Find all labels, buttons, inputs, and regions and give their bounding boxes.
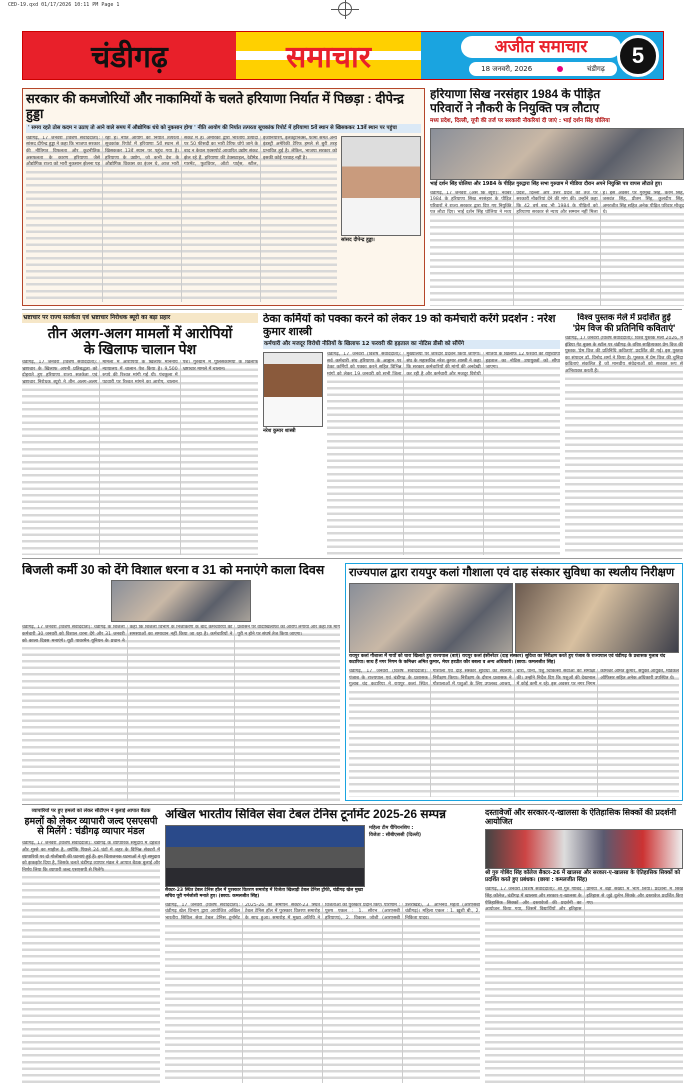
photo-governor-incinerator xyxy=(515,583,679,653)
headline-line: तीन अलग-अलग मामलों में आरोपियों xyxy=(47,325,233,341)
article-body: चंडीगढ़, 17 जनवरी (विशेष संवाददाता): चंडीगढ़ खेल विभाग द्वारा आयोजित अखिल भारतीय सिविल सेवा टेबल टेनिस टूर्नामेंट 2025-26 का समापन सैक्टर-23 स्थित टेबल टेनिस हॉल में पुरस्कार वितरण समारोह के साथ हुआ। समारोह में मुख्य अतिथि ने विजेताओं को पुरस्कार प्रदान किए। परिणाम : पुरुष एकल : 1. सौरभ (आरएसबी हरियाणा), 2. विकास जोशी (आरएसबी उत्तराखंड), 3. अभिनव मेहता (आरएसबी चंडीगढ़)। महिला एकल : 1. ख़ुशी बी., 2. निकिता यादव। xyxy=(165,903,480,1083)
photo-caption: भाई दर्शन सिंह घोलिया और 1984 के पीड़ित गुरुद्वारा सिंह सभा गुरुग्राम में मीडिया दौरान अपने नियुक्ति पत्र वापस लौटाते हुए। xyxy=(430,180,663,187)
photo-deepender-hooda xyxy=(341,136,421,236)
photo-caption: श्री गुरु गोबिंद सिंह कॉलेज सैक्टर-26 में खालसा और सरकार-ए-खालसा के ऐतिहासिक सिक्कों को प्रदर्शित करते हुए प्रबंधक। (छाया : कमलजीत सिंह) xyxy=(485,870,681,884)
results-winner: विजेता : सीबीएससी (दिल्ली) xyxy=(369,832,422,838)
headline: दस्तावेजों और सरकार-ए-खालसा के ऐतिहासिक सिक्कों की प्रदर्शनी आयोजित xyxy=(485,808,677,827)
photo-figure xyxy=(430,128,684,188)
photo-figure xyxy=(263,352,323,555)
article-sikh-1984 xyxy=(430,88,684,306)
dateline xyxy=(469,62,617,76)
article-body: चंडीगढ़, 17 जनवरी (विशेष संवाददाता): चंडीगढ़ के व्यापारिक समुदाय में दहशत और गुस्से का माहौल है, क्योंकि पिछले 24 घंटों में शहर के विभिन्न सेक्टरों में व्यापारियों पर दो गोलीबारी की घटनाएं हुई हैं। इन चिंताजनक घटनाओं ने पूरे समुदाय को झकझोर दिया है, जिसके चलते चंडीगढ़ व्यापार मंडल ने आपात बैठक बुलाई और निर्णय लिया कि व्यापारी जल्द एसएसपी से मिलेंगे। xyxy=(22,841,160,1083)
city: चंडीगढ़ xyxy=(586,65,605,73)
headline: राज्यपाल द्वारा रायपुर कलां गौशाला एवं दाह संस्कार सुविधा का स्थलीय निरीक्षण xyxy=(349,567,675,579)
photo-caption: सांसद दीपेन्द्र हुड्डा। xyxy=(341,236,375,243)
headline-line: हमलों को लेकर व्यापारी जल्द एसएसपी xyxy=(24,815,158,827)
article-body: चंडीगढ़, 17 जनवरी (विशेष संवाददाता): विश्व पुस्तक मेला 2026, में इंडिया गेट बुक्स के स्टॉल पर चंडीगढ़ के वरिष्ठ साहित्यकार प्रेम विज की पुस्तक 'प्रेम विज की प्रतिनिधि कविताएं' प्रदर्शित की गई। इस पुस्तक का संपादन डॉ. विनोद शर्मा ने किया है। पुस्तक में प्रेम विज की चुनिंदा कविताएं संकलित हैं जो मानवीय संवेदनाओं को सशक्त रूप से अभिव्यक्त करती हैं। xyxy=(565,336,683,555)
headline xyxy=(430,88,684,116)
photo-pair xyxy=(349,583,679,653)
article-content xyxy=(26,136,421,302)
headline-line: के खिलाफ चालान पेश xyxy=(83,341,197,358)
article-coins-exhibition xyxy=(485,808,683,1083)
headline-line: परिवारों ने नौकरी के नियुक्ति पत्र लौटाए xyxy=(430,100,600,115)
article-content xyxy=(263,352,560,555)
headline-line: से मिलेंगे : चंडीगढ़ व्यापार मंडल xyxy=(37,826,145,838)
photo-power-workers-group xyxy=(111,580,251,622)
headline-line: विश्व पुस्तक मेले में प्रदर्शित हुई xyxy=(577,313,671,322)
headline: ठेका कर्मियों को पक्का करने को लेकर 19 को कर्मचारी करेंगे प्रदर्शन : नरेश कुमार शास्त्री xyxy=(263,313,556,338)
photo-figure xyxy=(349,583,679,666)
article-hooda xyxy=(22,88,425,306)
article-body: चंडीगढ़, 17 जनवरी (विशेष संवाददाता): भ्रष्टाचार के खिलाफ अपनी प्रतिबद्धता को दोहराते हुए हरियाणा राज्य सतर्कता एवं भ्रष्टाचार निरोधक ब्यूरो ने तीन अलग-अलग मामलों में आरोपियों के खिलाफ माननीय न्यायालय में चालान पेश किया है। 9,500 रुपये की रिश्वत मांगी गई थी। पंचकूला में पटवारी पर रिश्वत मांगने का आरोप, चालान पेश। गुरुग्राम में पुलिसकर्मियों के खिलाफ भ्रष्टाचार मामले में चालान। xyxy=(22,360,258,555)
article-body: चंडीगढ़, 17 जनवरी (विशेष संवाददाता): श्री गुरु गोबिंद सिंह कॉलेज, चंडीगढ़ में खालसा और सरकार-ए-खालसा के ऐतिहासिक सिक्कों और दस्तावेजों की प्रदर्शनी का आयोजन किया गया, जिसमें विद्यार्थियों और इतिहास प्रेमियों ने बड़ी संख्या में भाग लिया। प्रदर्शनी में सिख इतिहास से जुड़े दुर्लभ सिक्के और दस्तावेज प्रदर्शित किए गए। xyxy=(485,887,683,1083)
article-power-workers xyxy=(22,563,340,801)
headline xyxy=(22,817,160,839)
section-title-part1: चंडीगढ़ xyxy=(23,32,236,79)
kicker: भ्रष्टाचार पर राज्य सतर्कता एवं भ्रष्टाचार निरोधक ब्यूरो का बड़ा प्रहार xyxy=(22,313,258,323)
photo-tennis-winners xyxy=(165,825,365,887)
newspaper-name: अजीत समाचार xyxy=(461,36,621,58)
photo-naresh-shastri xyxy=(263,352,323,427)
registration-mark-icon xyxy=(338,2,352,16)
photo-figure xyxy=(341,136,421,302)
photo-protest-group xyxy=(430,128,684,180)
page-number: 5 xyxy=(617,35,659,77)
photo-row xyxy=(165,825,480,900)
article-traders xyxy=(22,808,160,1083)
article-governor-inspection xyxy=(345,563,683,801)
headline xyxy=(565,313,683,333)
photo-caption: नरेश कुमार शास्त्री xyxy=(263,428,296,435)
masthead xyxy=(22,31,664,80)
article-body: चंडीगढ़, 17 जनवरी (विशेष संवाददाता): चंडीगढ़ के बिजली कर्मचारी 30 जनवरी को विशाल धरना देंगे और 31 जनवरी को काला दिवस मनाएंगे। यूटी पावरमैन यूनियन के प्रधान ने कहा कि बिजली विभाग के निजीकरण के बाद कर्मचारियों की समस्याओं का समाधान नहीं किया जा रहा है। कर्मचारियों ने प्रशासन पर वादाखिलाफी का आरोप लगाया और कहा कि मांगें पूरी न होने पर संघर्ष तेज किया जाएगा। xyxy=(22,625,340,801)
article-book-fair xyxy=(565,313,683,555)
results-title: महिला टीम चैंपियनशिप : xyxy=(369,825,414,831)
kicker: व्यापारियों पर हुए हमलों को लेकर सीटीएम ने बुलाई आपात बैठक xyxy=(31,808,151,814)
subheadline: ' समय रहते ठोस कदम न उठाए तो आने वाले समय में औद्योगिक धंधे को नुकसान होगा ' नीति आयोग की निर्यात तत्परता सूचकांक रिपोर्ट में हरियाणा 5वें स्थान से खिसककर 13वें स्थान पर पहुंचा xyxy=(26,124,421,133)
divider xyxy=(22,309,682,310)
headline-line: हरियाणा सिख नरसंहार 1984 के पीड़ित xyxy=(430,88,601,101)
masthead-brand xyxy=(421,32,663,79)
photo-coins-exhibition xyxy=(485,829,683,869)
dot-icon xyxy=(557,66,563,72)
file-info: CED-19.qxd 01/17/2026 10:11 PM Page 1 xyxy=(8,2,120,8)
article-contract-workers xyxy=(263,313,560,555)
headline: अखिल भारतीय सिविल सेवा टेबल टेनिस टूर्नामेंट 2025-26 सम्पन्न xyxy=(165,808,446,821)
headline-line: 'प्रेम विज की प्रतिनिधि कविताएं' xyxy=(572,322,676,333)
photo-caption: रायपुर कलां गौशाला में गायों को चारा खिलाते हुए राज्यपाल (बाएं) रायपुर कलां इंसीनरेटर (दाह संस्कार) सुविधा का निरीक्षण करते हुए पंजाब के राज्यपाल एवं चंडीगढ़ के प्रशासक गुलाब चंद कटारिया। साथ हैं नगर निगम के कमिश्नर अमित कुमार, मेयर हरप्रीत कौर बबला व अन्य अधिकारी। (छाया: कमलजीत सिंह) xyxy=(349,654,666,666)
article-body: चंडीगढ़, 17 जनवरी (विशेष संवाददाता): सांसद दीपेन्द्र हुड्डा ने कहा कि भाजपा सरकार की नीतिगत विफलता और कूटनीतिक असफलता के कारण हरियाणा जैसे औद्योगिक राज्य को भारी नुकसान झेलना पड़ रहा है। नीति आयोग की निर्यात तत्परता सूचकांक रिपोर्ट में हरियाणा 5वें स्थान से खिसककर 13वें स्थान पर पहुंच गया है। हरियाणा के उद्योग, जो कभी देश के औद्योगिक विकास का इंजन थे, आज भारी संकट में हैं। अमेरिका द्वारा भारतीय उत्पादों पर 50 फीसदी का भारी टैरिफ थोपे जाने के बाद न केवल एक्सपोर्ट आधारित उद्योग संकट झेल रहे हैं, हरियाणा की टेक्सटाइल, रेडीमेड गारमेंट, फुटवियर, ऑटो पार्ट्स, स्टील, इंजीनियरिंग, इलेक्ट्रॉनिक्स, फार्मा समेत अन्य इंडस्ट्री अमेरिकी टैरिफ हमले से बुरी तरह प्रभावित हुई है। लेकिन, भाजपा सरकार को इसकी कोई परवाह नहीं है। xyxy=(26,136,337,302)
photo-caption: सैक्टर-23 स्थित टेबल टेनिस हॉल में पुरस्कार वितरण समारोह में विजेता खिलाड़ी टेबल टेनिस ट्रॉफी, चंडीगढ़ खेल मुख्य सचिव पूरी गर्मजोशी मनाते हुए। (छाया: कमलजीत सिंह) xyxy=(165,887,363,899)
divider xyxy=(22,804,682,805)
subheadline: मध्य प्रदेश, दिल्ली, यूपी की तर्ज पर सरकारी नौकरियां दी जाएं : भाई दर्शन सिंह घोलिया xyxy=(430,117,610,124)
photo-figure xyxy=(165,825,365,900)
headline: सरकार की कमजोरियों और नाकामियों के चलते हरियाणा निर्यात में पिछड़ा : दीपेन्द्र हुड्डा xyxy=(26,91,404,121)
divider xyxy=(22,558,682,559)
photo-governor-gaushala xyxy=(349,583,513,653)
article-table-tennis xyxy=(165,808,480,1083)
results-block xyxy=(369,825,480,900)
section-title-part2: समाचार xyxy=(236,32,421,79)
article-body: चंडीगढ़, 17 जनवरी (विशेष संवाददाता): सर्व कर्मचारी संघ हरियाणा के आह्वान पर ठेका कर्मियों को पक्का करने सहित विभिन्न मांगों को लेकर 19 जनवरी को सभी जिला मुख्यालयों पर जोरदार प्रदर्शन किया जाएगा। संघ के महासचिव नरेश कुमार शास्त्री ने कहा कि सरकार कर्मचारियों की मांगों की अनदेखी कर रही है और कर्मचारी और मजदूर विरोधी नीतियों के खिलाफ 12 फरवरी की राष्ट्रव्यापी हड़ताल का नोटिस उपायुक्तों को सौंपा जाएगा। xyxy=(327,352,560,555)
date: 18 जनवरी, 2026 xyxy=(481,65,533,73)
subheadline: कर्मचारी और मजदूर विरोधी नीतियों के खिलाफ 12 फरवरी की हड़ताल का नोटिस डीसी को सौंपेंगे xyxy=(263,340,560,349)
headline xyxy=(22,325,258,357)
article-body: चंडीगढ़, 17 जनवरी (विशेष संवाददाता): पंजाब के राज्यपाल एवं चंडीगढ़ के प्रशासक गुलाब चंद कटारिया ने रायपुर कलां स्थित गौशाला एवं दाह संस्कार सुविधा का स्थलीय निरीक्षण किया। निरीक्षण के दौरान प्रशासक ने गौशालाओं में पशुओं के लिए उपलब्ध आश्रय, चारा, पानी, पशु चिकित्सा सेवाओं की समीक्षा की। उन्होंने निर्देश दिए कि पशुओं की देखभाल में कोई कमी न रहे। इस अवसर पर नगर निगम कमिश्नर अमित कुमार, संयुक्त आयुक्त, मेडिकल ऑफिसर सहित अनेक अधिकारी उपस्थित थे। xyxy=(349,669,679,797)
article-body: चंडीगढ़, 17 जनवरी (अस कि ब्यूरो): नवंबर 1984 के हरियाणा सिख नरसंहार के पीड़ित परिवारों ने राज्य सरकार द्वारा दिए गए नियुक्ति पत्र लौटा दिए। भाई दर्शन सिंह घोलिया ने मध्य प्रदेश, दिल्ली और उत्तर प्रदेश की तर्ज पर सरकारी नौकरियां देने की मांग की। उन्होंने कहा कि 42 वर्ष बाद भी 1984 के पीड़ितों को हरियाणा सरकार से न्याय और सम्मान नहीं मिला है। इस अवसर पर गुरमुख सिंह, करम सिंह, जसवंत सिंह, प्रीतम सिंह, कुलदीप सिंह, अमरजीत सिंह सहित अनेक पीड़ित परिवार मौजूद थे। xyxy=(430,191,684,306)
article-vigilance xyxy=(22,313,258,555)
headline: बिजली कर्मी 30 को देंगे विशाल धरना व 31 को मनाएंगे काला दिवस xyxy=(22,563,325,577)
